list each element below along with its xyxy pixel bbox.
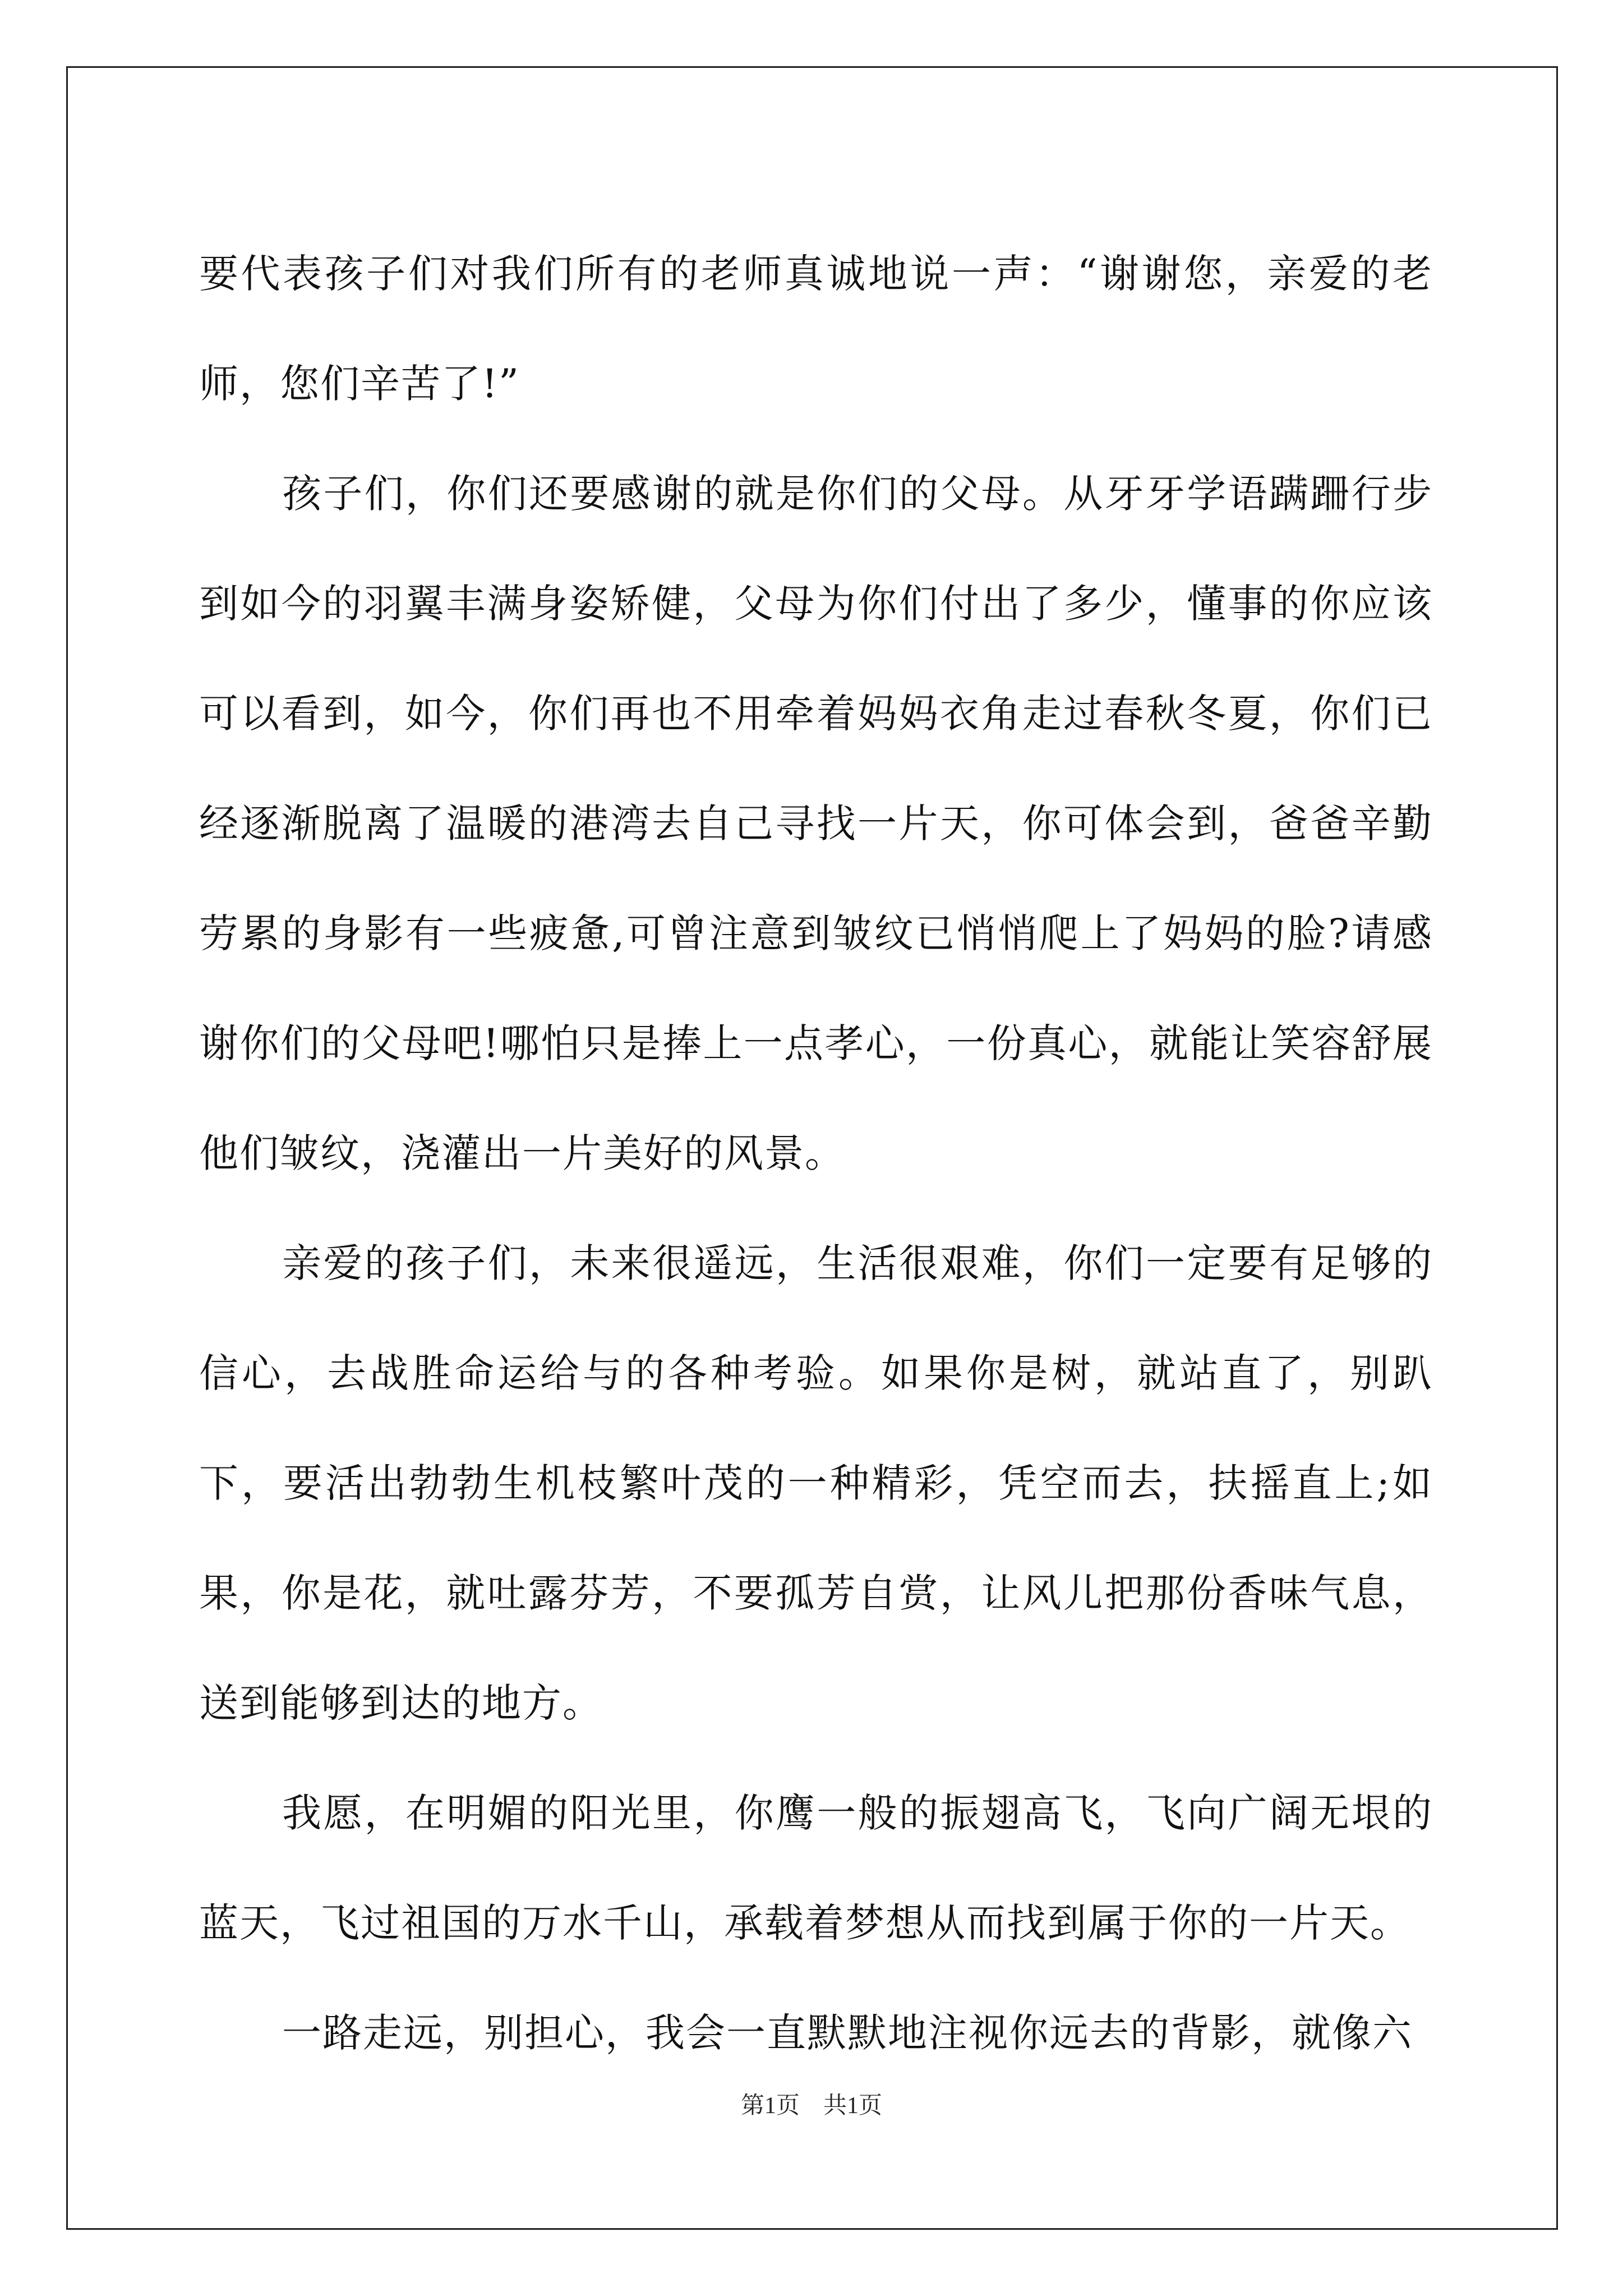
document-body xyxy=(199,219,1433,2088)
paragraph-2: 孩子们，你们还要感谢的就是你们的父母。从牙牙学语蹒跚行步到如今的羽翼丰满身姿矫健，父母为你们付出了多少，懂事的你应该可以看到，如今，你们再也不用牵着妈妈衣角走过春秋冬夏，你们已经逐渐脱离了温暖的港湾去自己寻找一片天，你可体会到，爸爸辛勤劳累的身影有一些疲惫,可曾注意到皱纹已悄悄爬上了妈妈的脸?请感谢你们的父母吧!哪怕只是捧上一点孝心，一份真心，就能让笑容舒展他们皱纹，浇灌出一片美好的风景。 xyxy=(199,471,1433,1176)
page-number-footer: 第1页 共1页 xyxy=(740,2093,882,2119)
paragraph-1: 要代表孩子们对我们所有的老师真诚地说一声：“谢谢您，亲爱的老师，您们辛苦了!” xyxy=(199,251,1433,407)
paragraph-5: 一路走远，别担心，我会一直默默地注视你远去的背影，就像六 xyxy=(282,2010,1413,2056)
paragraph-3: 亲爱的孩子们，未来很遥远，生活很艰难，你们一定要有足够的信心，去战胜命运给与的各种考验。如果你是树，就站直了，别趴下，要活出勃勃生机枝繁叶茂的一种精彩，凭空而去，扶摇直上;如果，你是花，就吐露芬芳，不要孤芳自赏，让风儿把那份香味气息，送到能够到达的地方。 xyxy=(199,1240,1433,1726)
paragraph-4: 我愿，在明媚的阳光里，你鹰一般的振翅高飞，飞向广阔无垠的蓝天，飞过祖国的万水千山，承载着梦想从而找到属于你的一片天。 xyxy=(199,1790,1433,1946)
